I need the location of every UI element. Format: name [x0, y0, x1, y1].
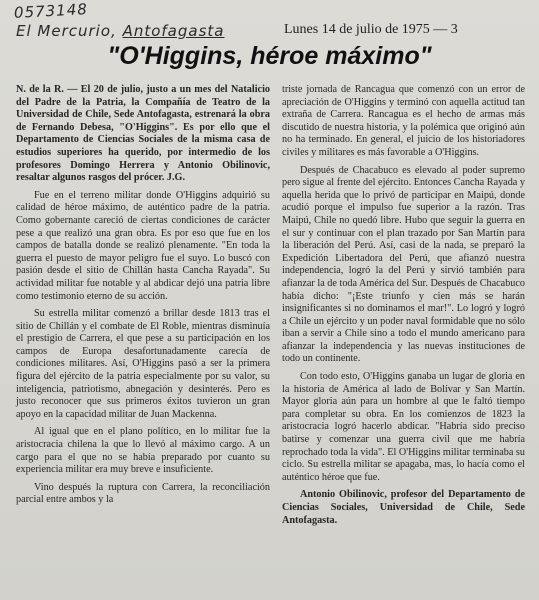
handwritten-archive-number: 0573148	[13, 0, 89, 22]
body-paragraph: Fue en el terreno militar donde O'Higgins adquirió su calidad de héroe máximo, de auténtico padre de la patria. Como gobernante careció de ciertas condiciones de carácter pese a que realizó una gran obra. Es por eso que fue en los campos de batalla donde se realizó plenamente. "En toda la guerra el puesto de mayor peligro fue el suyo. Lo buscó con pasión desde el sitio de Chillán hasta Cancha Rayada". Su actividad militar fue notable y al abdicar dejó una patria libre como testimonio eterno de su acción.	[16, 189, 270, 302]
handwritten-source	[16, 22, 224, 40]
handwritten-city: Antofagasta	[122, 22, 225, 40]
body-paragraph: Al igual que en el plano político, en lo militar fue la aristocracia chilena la que lo llevó al máximo cargo. A un cargo para el que no se había preparado por cuanto su experiencia militar era muy breve e insuficiente.	[16, 426, 270, 476]
handwritten-newspaper-name: El Mercurio,	[16, 22, 117, 40]
editor-note-paragraph: N. de la R. — El 20 de julio, justo a un mes del Natalicio del Padre de la Patria, la Compañía de Teatro de la Universidad de Chile, Sede Antofagasta, estrenará la obra de Fernando Debesa, "O'Higgins". Es por ello que el Departamento de Ciencias Sociales de la misma casa de estudios superiores ha querido, por intermedio de los profesores Domingo Herrera y Antonio Obilinovic, resaltar algunos rasgos del prócer. J.G.	[16, 84, 270, 184]
body-paragraph: Después de Chacabuco es elevado al poder supremo pero sigue al frente del ejército. Entonces Cancha Rayada y aquella herida que lo privó de participar en Maipú, donde acudió porque el impulso fue superior a la razón. Tras Maipú, Chile no quedó libre. Hubo que seguir la guerra en el sur y continuar con el plan trazado por San Martín para la liberación del Perú. Así, casi de la nada, se preparó la Expedición Libertadora del Perú, que afianzó nuestra independencia, logró la del Perú y sirvió también para afianzar la de toda América del Sur. Después de Chacabuco había dicho: "¡Este triunfo y cien más se harán insignificantes si no dominamos el mar!". Lo logró y logró a Chile un ejército y un poder naval formidable que no sólo iban a servir a Chile sino a todo el mundo americano para afianzar la independencia y las nuevas instituciones de todo un continente.	[282, 164, 525, 365]
body-paragraph: Su estrella militar comenzó a brillar desde 1813 tras el sitio de Chillán y el combate de El Roble, mientras disminuía el prestigio de Carrera, el que pese a su participación en los campos de Europa desafortunadamente carecía de condiciones militares. Así, O'Higgins pasó a ser la primera figura del ejército de la patria especialmente por su valor, su inteligencia, patriotismo, abnegación y desinterés. Pero es justo reconocer que sus primeros éxitos tuvieron un gran apoyo en la capacidad militar de Juan Mackenna.	[16, 308, 270, 420]
dateline: Lunes 14 de julio de 1975 — 3	[284, 22, 458, 37]
author-signature: Antonio Obilinovic, profesor del Departamento de Ciencias Sociales, Universidad de Chile, Sede Antofagasta.	[282, 489, 525, 526]
article-headline: "O'Higgins, héroe máximo"	[107, 42, 432, 70]
article-column-right	[282, 84, 525, 527]
body-paragraph: Vino después la ruptura con Carrera, la reconciliación parcial entre ambos y la	[16, 481, 270, 506]
body-paragraph: triste jornada de Rancagua que comenzó con un error de apreciación de O'Higgins y terminó con aquella actitud tan extraña de Carrera. Rancagua es el hecho de armas más discutido de nuestra historia, y la polémica que originó aún no ha terminado. En general, el juicio de los historiadores civiles y militares es más favorable a O'Higgins.	[282, 84, 525, 158]
body-paragraph: Con todo esto, O'Higgins ganaba un lugar de gloria en la historia de América al lado de Bolívar y San Martín. Mayor gloria aún para un hombre al que le faltó tiempo para completar su obra. En los comienzos de 1823 la aristocracia logró hacerlo abdicar. "Habría sido preciso batirse y comenzar una guerra civil que me habría reprochado toda la vida". El O'Higgins militar terminaba su ciclo. Su estrella militar se apagaba, mas, lo hacía como el auténtico héroe que fue.	[282, 371, 525, 483]
article-column-left	[16, 84, 270, 507]
